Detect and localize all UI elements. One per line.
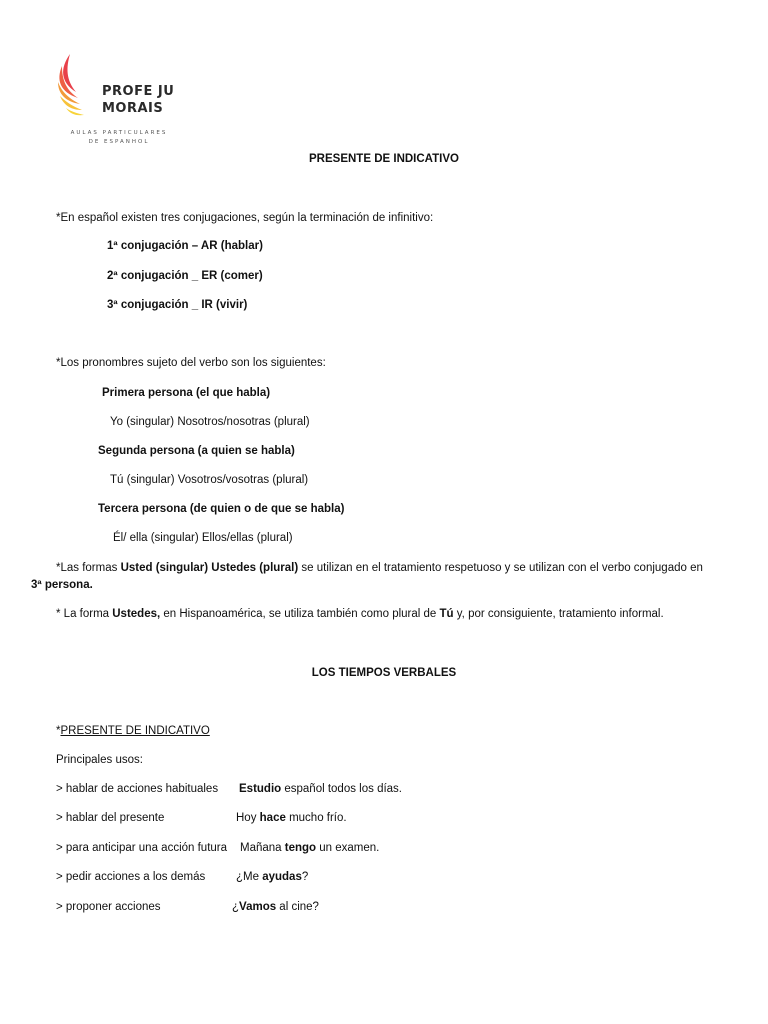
use-2-example: [236, 812, 347, 824]
wing-logo-icon: [56, 52, 102, 122]
pronouns-intro: *Los pronombres sujeto del verbo son los siguientes:: [56, 357, 326, 369]
use-5: > proponer acciones: [56, 901, 161, 913]
page-title: PRESENTE DE INDICATIVO: [309, 153, 459, 165]
conjugation-2: 2ª conjugación _ ER (comer): [107, 270, 263, 282]
person-1-heading: Primera persona (el que habla): [102, 387, 271, 399]
note-ustedes-text-3: y, por consiguiente, tratamiento informal.: [453, 608, 664, 620]
logo-line2: MORAIS: [102, 101, 164, 116]
person-3-forms: Él/ ella (singular) Ellos/ellas (plural): [113, 532, 293, 544]
note-usted-line1: [56, 562, 703, 574]
note-usted-text-2: se utilizan en el tratamiento respetuoso y se utilizan con el verbo conjugado en: [298, 562, 703, 574]
conjugation-1: 1ª conjugación – AR (hablar): [107, 240, 263, 252]
example-post: mucho frío.: [285, 812, 347, 824]
note-usted-text-1: *Las formas: [56, 562, 121, 574]
use-1: > hablar de acciones habituales: [56, 783, 219, 795]
note-usted-line2: 3ª persona.: [31, 579, 93, 591]
example-verb: Vamos: [239, 901, 277, 913]
example-verb: hace: [259, 812, 286, 824]
example-verb: ayudas: [262, 871, 302, 883]
example-post: español todos los días.: [281, 783, 403, 795]
note-ustedes-text-1: * La forma: [56, 608, 113, 620]
logo-line1: PROFE JU: [102, 84, 175, 99]
note-usted-bold-1: Usted (singular) Ustedes (plural): [120, 562, 299, 574]
conjugation-3: 3ª conjugación _ IR (vivir): [107, 299, 248, 311]
use-4-example: [236, 871, 308, 883]
subsection-prefix: *: [56, 725, 61, 737]
person-2-heading: Segunda persona (a quien se habla): [98, 445, 295, 457]
note-ustedes: [56, 608, 664, 620]
example-pre: Hoy: [236, 812, 260, 824]
example-post: un examen.: [316, 842, 380, 854]
section-title-tiempos: LOS TIEMPOS VERBALES: [311, 667, 457, 679]
example-pre: ¿: [232, 901, 240, 913]
person-1-forms: Yo (singular) Nosotros/nosotras (plural): [110, 416, 310, 428]
note-ustedes-text-2: en Hispanoamérica, se utiliza también como plural de: [160, 608, 440, 620]
subsection-heading: [56, 725, 210, 737]
example-verb: tengo: [284, 842, 317, 854]
note-ustedes-bold-2: Tú: [439, 608, 454, 620]
uses-label: Principales usos:: [56, 754, 143, 766]
use-5-example: [232, 901, 319, 913]
note-ustedes-bold-1: Ustedes,: [112, 608, 161, 620]
use-2: > hablar del presente: [56, 812, 165, 824]
intro-text: *En español existen tres conjugaciones, según la terminación de infinitivo:: [56, 212, 434, 224]
example-verb: Estudio: [239, 783, 282, 795]
example-pre: Mañana: [240, 842, 285, 854]
example-post: al cine?: [276, 901, 319, 913]
person-3-heading: Tercera persona (de quien o de que se habla): [98, 503, 345, 515]
person-2-forms: Tú (singular) Vosotros/vosotras (plural): [110, 474, 309, 486]
use-1-example: [239, 783, 402, 795]
use-4: > pedir acciones a los demás: [56, 871, 206, 883]
use-3-example: [240, 842, 379, 854]
example-pre: ¿Me: [236, 871, 263, 883]
logo-tagline1: AULAS PARTICULARES: [70, 130, 168, 136]
subsection-label: PRESENTE DE INDICATIVO: [60, 725, 210, 737]
example-post: ?: [301, 871, 309, 883]
logo-tagline2: DE ESPANHOL: [88, 139, 150, 145]
use-3: > para anticipar una acción futura: [56, 842, 228, 854]
